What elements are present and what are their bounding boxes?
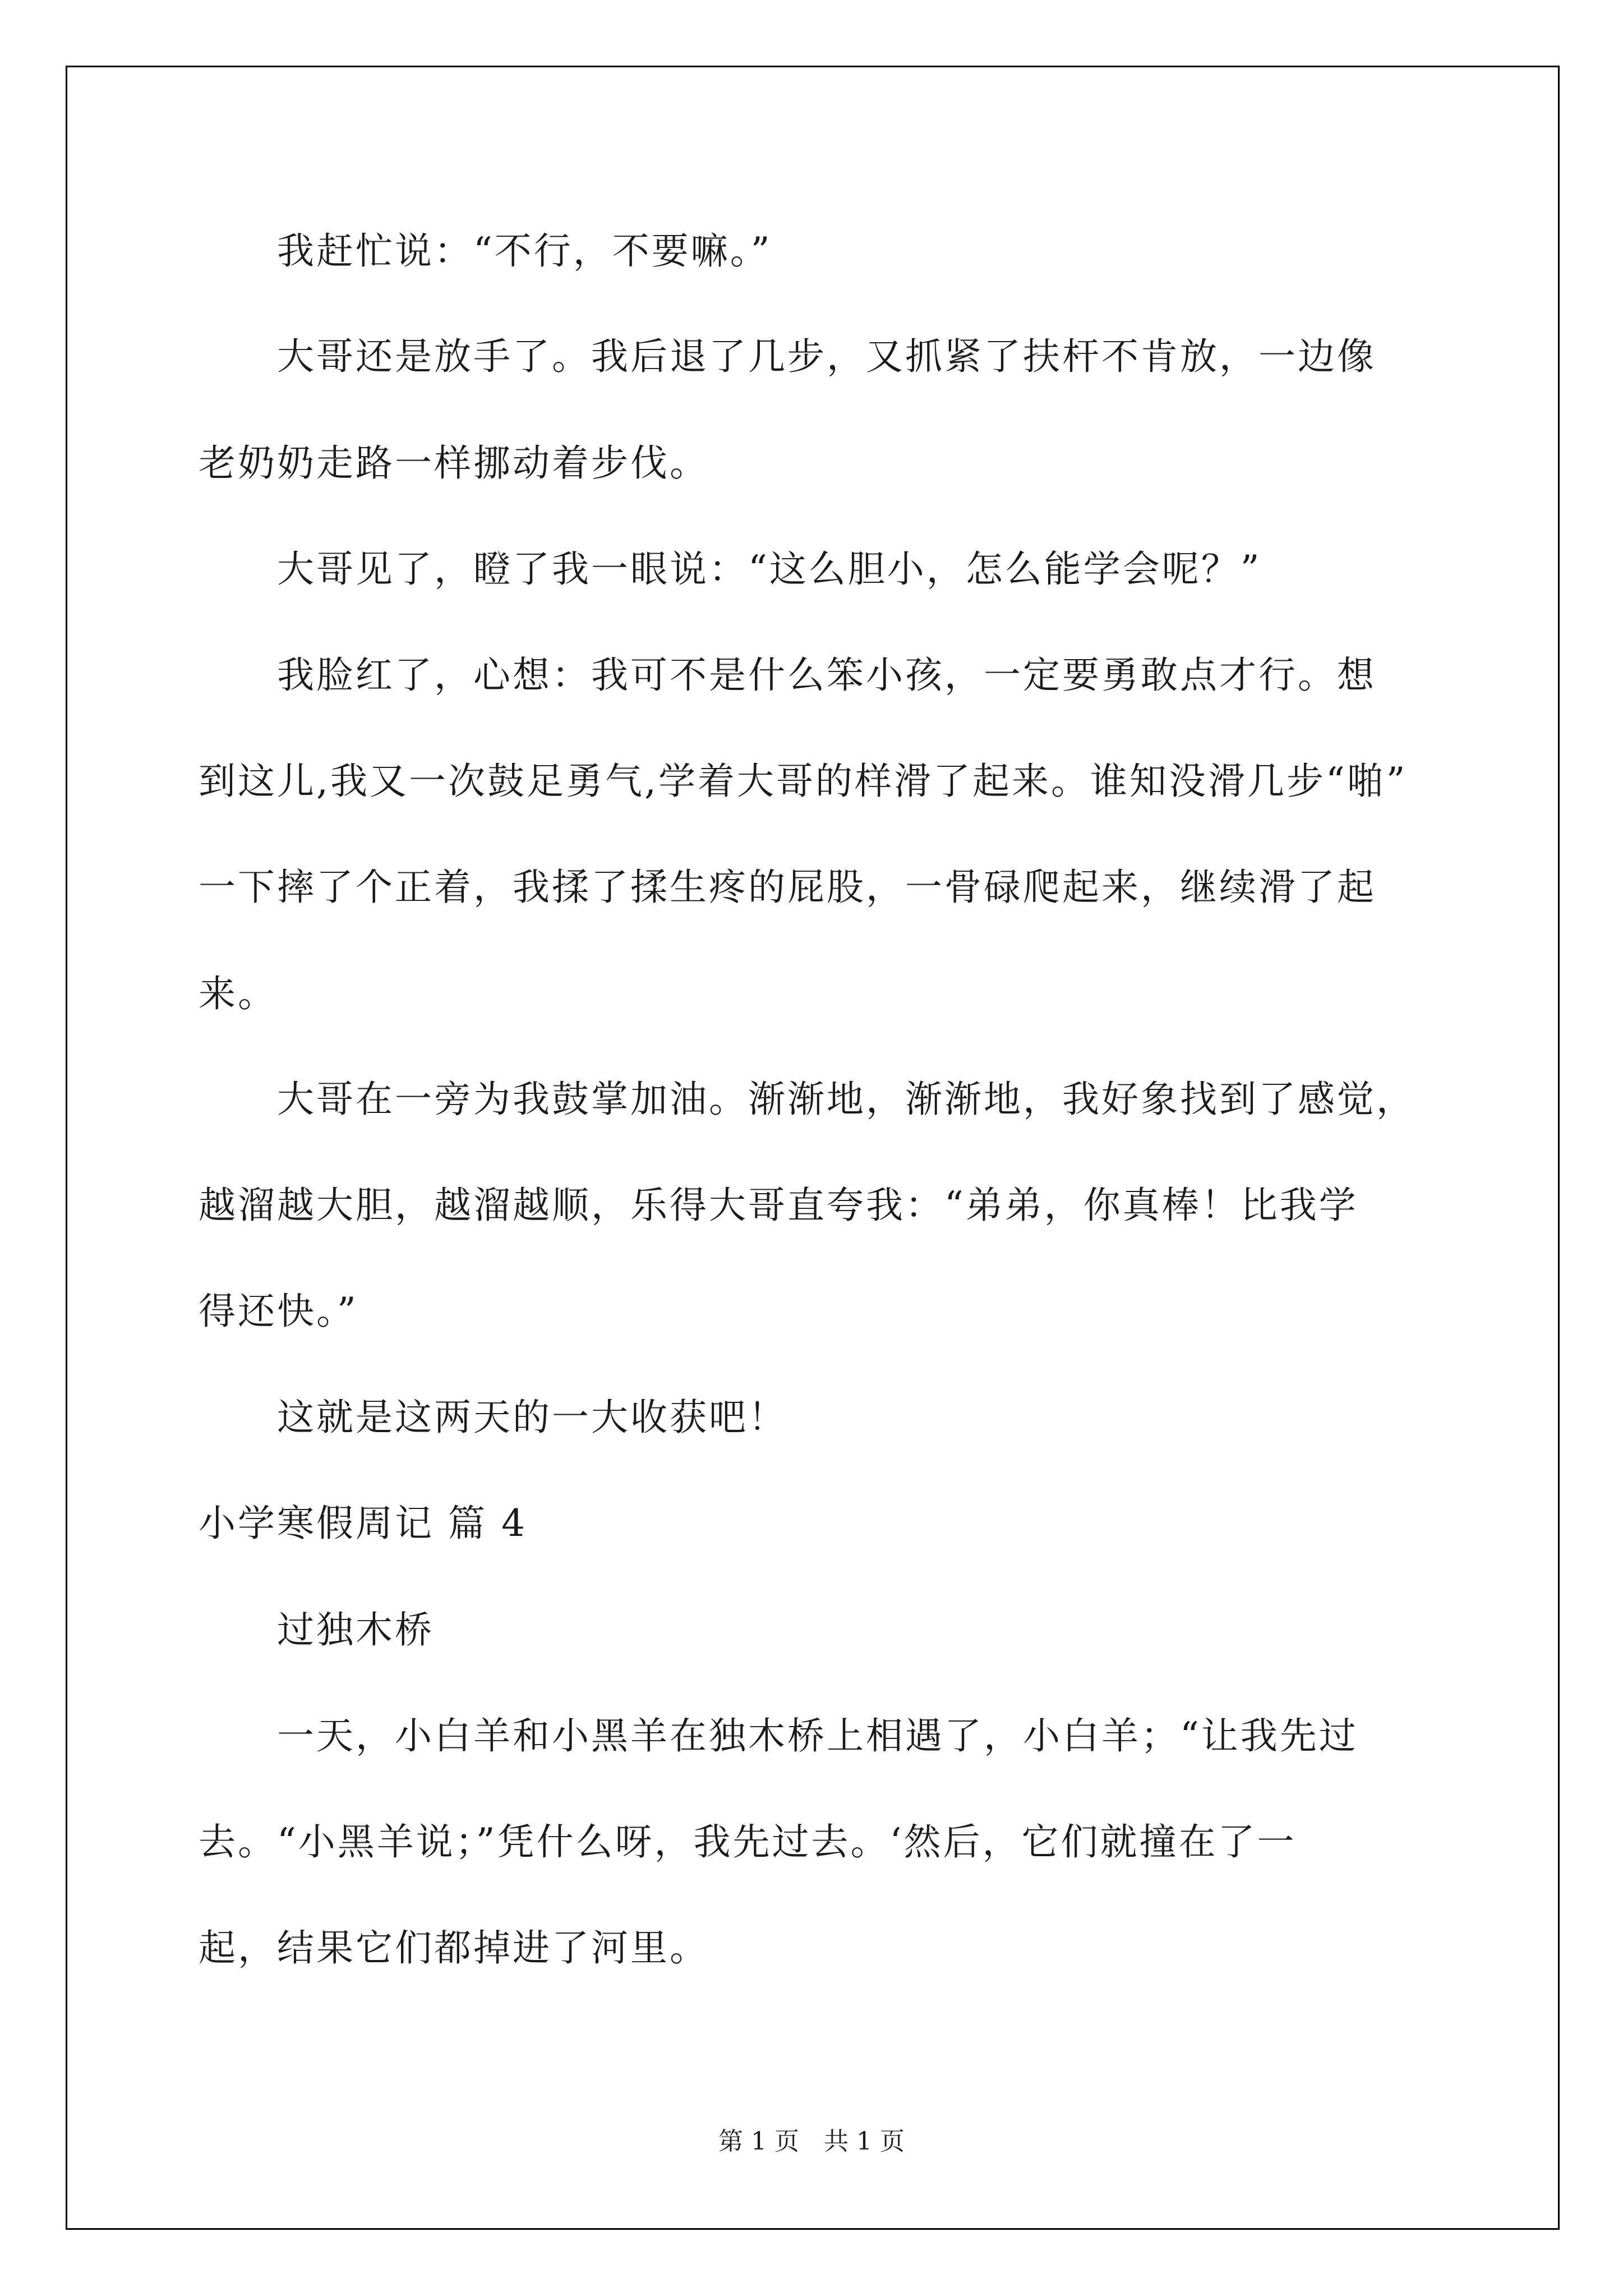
paragraph-line: 一天，小白羊和小黑羊在独木桥上相遇了，小白羊；“让我先过	[199, 1714, 1358, 1757]
paragraph-line: 到这儿,我又一次鼓足勇气,学着大哥的样滑了起来。谁知没滑几步“啪”	[199, 760, 1408, 803]
paragraph-line: 大哥见了，瞪了我一眼说：“这么胆小，怎么能学会呢？”	[199, 547, 1262, 591]
paragraph-line: 大哥在一旁为我鼓掌加油。渐渐地，渐渐地，我好象找到了感觉，	[199, 1078, 1415, 1121]
story-title: 过独木桥	[199, 1608, 434, 1651]
page-footer: 第 1 页 共 1 页	[718, 2127, 905, 2156]
paragraph-line: 这就是这两天的一大收获吧！	[199, 1396, 787, 1439]
page-frame	[66, 66, 1560, 2230]
paragraph-line: 来。	[199, 972, 277, 1015]
paragraph-line: 一下摔了个正着，我揉了揉生疼的屁股，一骨碌爬起来，继续滑了起	[199, 866, 1376, 909]
paragraph-line: 去。“小黑羊说；”凭什么呀，我先过去。‘然后，它们就撞在了一	[199, 1820, 1297, 1864]
section-heading: 小学寒假周记 篇 4	[199, 1502, 527, 1545]
paragraph-line: 老奶奶走路一样挪动着步伐。	[199, 441, 709, 485]
paragraph-line: 我赶忙说：“不行，不要嘛。”	[199, 229, 772, 273]
paragraph-line: 起，结果它们都掉进了河里。	[199, 1926, 709, 1970]
paragraph-line: 大哥还是放手了。我后退了几步，又抓紧了扶杆不肯放，一边像	[199, 335, 1376, 378]
paragraph-line: 得还快。”	[199, 1290, 358, 1333]
paragraph-line: 越溜越大胆，越溜越顺，乐得大哥直夸我：“弟弟，你真棒！比我学	[199, 1184, 1358, 1227]
paragraph-line: 我脸红了，心想：我可不是什么笨小孩，一定要勇敢点才行。想	[199, 654, 1376, 697]
